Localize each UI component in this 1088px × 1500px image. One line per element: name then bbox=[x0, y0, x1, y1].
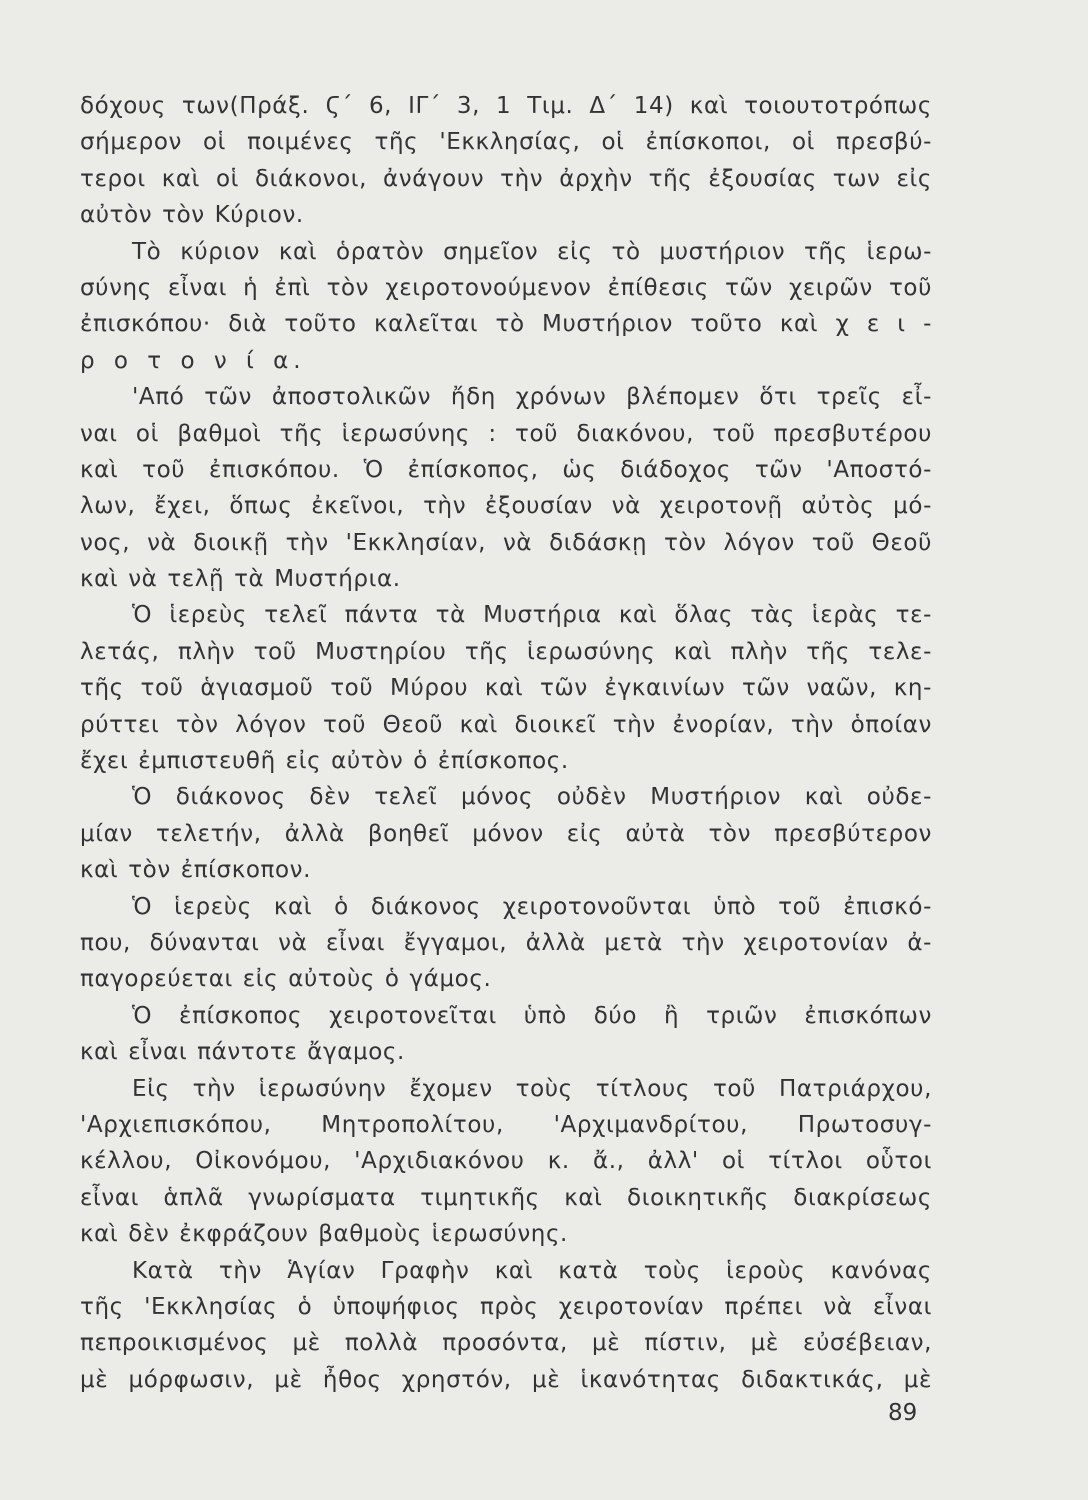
text-line: ἔχει ἐμπιστευθῆ εἰς αὐτὸν ὁ ἐπίσκοπος. bbox=[80, 748, 569, 775]
text-line: μίαν τελετήν, ἀλλὰ βοηθεῖ μόνον εἰς αὐτὰ τὸν πρεσβύτερον bbox=[80, 820, 932, 847]
text-line: Κατὰ τὴν Ἁγίαν Γραφὴν καὶ κατὰ τοὺς ἱεροὺς κανόνας bbox=[132, 1257, 932, 1284]
text-line: αὐτὸν τὸν Κύριον. bbox=[80, 202, 304, 229]
text-line: ρ ο τ ο ν ί α. bbox=[80, 347, 306, 374]
text-line: Ὁ ἱερεὺς καὶ ὁ διάκονος χειροτονοῦνται ὑπὸ τοῦ ἐπισκό- bbox=[132, 893, 932, 920]
text-line: Ὁ διάκονος δὲν τελεῖ μόνος οὐδὲν Μυστήριον καὶ οὐδε- bbox=[132, 784, 932, 811]
text-line: καὶ δὲν ἐκφράζουν βαθμοὺς ἱερωσύνης. bbox=[80, 1221, 568, 1248]
text-line: καὶ τὸν ἐπίσκοπον. bbox=[80, 857, 312, 884]
text-line: Ὁ ἐπίσκοπος χειροτονεῖται ὑπὸ δύο ἢ τριῶν ἐπισκόπων bbox=[132, 1002, 932, 1029]
text-line: σύνης εἶναι ἡ ἐπὶ τὸν χειροτονούμενον ἐπίθεσις τῶν χειρῶν τοῦ bbox=[80, 274, 932, 301]
text-line: Ὁ ἱερεὺς τελεῖ πάντα τὰ Μυστήρια καὶ ὅλας τὰς ἱερὰς τε- bbox=[132, 602, 932, 629]
body-text bbox=[80, 88, 932, 1398]
text-line: τεροι καὶ οἱ διάκονοι, ἀνάγουν τὴν ἀρχὴν τῆς ἐξουσίας των εἰς bbox=[80, 165, 932, 192]
text-line: εἶναι ἁπλᾶ γνωρίσματα τιμητικῆς καὶ διοικητικῆς διακρίσεως bbox=[80, 1184, 932, 1211]
text-line: 'Αρχιεπισκόπου, Μητροπολίτου, 'Αρχιμανδρίτου, Πρωτοσυγ- bbox=[80, 1111, 932, 1138]
text-line: παγορεύεται εἰς αὐτοὺς ὁ γάμος. bbox=[80, 966, 492, 993]
text-line: σήμερον οἱ ποιμένες τῆς 'Εκκλησίας, οἱ ἐπίσκοποι, οἱ πρεσβύ- bbox=[80, 129, 932, 156]
text-line: μὲ μόρφωσιν, μὲ ἦθος χρηστόν, μὲ ἱκανότητας διδακτικάς, μὲ bbox=[80, 1366, 932, 1393]
text-line: τῆς 'Εκκλησίας ὁ ὑποψήφιος πρὸς χειροτονίαν πρέπει νὰ εἶναι bbox=[80, 1293, 932, 1320]
text-line: Εἰς τὴν ἱερωσύνην ἔχομεν τοὺς τίτλους τοῦ Πατριάρχου, bbox=[132, 1075, 932, 1102]
text-line: ρύττει τὸν λόγον τοῦ Θεοῦ καὶ διοικεῖ τὴν ἐνορίαν, τὴν ὁποίαν bbox=[80, 711, 932, 738]
text-line: τῆς τοῦ ἁγιασμοῦ τοῦ Μύρου καὶ τῶν ἐγκαινίων τῶν ναῶν, κη- bbox=[80, 675, 932, 702]
page-number: 89 bbox=[888, 1400, 918, 1426]
text-line: καὶ τοῦ ἐπισκόπου. Ὁ ἐπίσκοπος, ὡς διάδοχος τῶν 'Αποστό- bbox=[80, 456, 932, 483]
text-line: λων, ἔχει, ὅπως ἐκεῖνοι, τὴν ἐξουσίαν νὰ χειροτονῇ αὐτὸς μό- bbox=[80, 493, 932, 520]
text-line: λετάς, πλὴν τοῦ Μυστηρίου τῆς ἱερωσύνης καὶ πλὴν τῆς τελε- bbox=[80, 638, 932, 665]
text-line: καὶ νὰ τελῇ τὰ Μυστήρια. bbox=[80, 566, 401, 593]
text-line: δόχους των(Πράξ. Ϛ΄ 6, ΙΓ΄ 3, 1 Τιμ. Δ΄ 14) καὶ τοιουτοτρόπως bbox=[80, 93, 932, 119]
text-line: ναι οἱ βαθμοὶ τῆς ἱερωσύνης : τοῦ διακόνου, τοῦ πρεσβυτέρου bbox=[80, 420, 932, 447]
text-line: 'Από τῶν ἀποστολικῶν ἤδη χρόνων βλέπομεν ὅτι τρεῖς εἶ- bbox=[132, 384, 932, 411]
text-line: κέλλου, Οἰκονόμου, 'Αρχιδιακόνου κ. ἄ., ἀλλ' οἱ τίτλοι οὗτοι bbox=[80, 1148, 932, 1175]
text-line: νος, νὰ διοικῇ τὴν 'Εκκλησίαν, νὰ διδάσκῃ τὸν λόγον τοῦ Θεοῦ bbox=[80, 529, 932, 556]
text-line: καὶ εἶναι πάντοτε ἄγαμος. bbox=[80, 1039, 405, 1066]
text-line: Τὸ κύριον καὶ ὁρατὸν σημεῖον εἰς τὸ μυστήριον τῆς ἱερω- bbox=[132, 238, 932, 265]
text-line: που, δύνανται νὰ εἶναι ἔγγαμοι, ἀλλὰ μετὰ τὴν χειροτονίαν ἀ- bbox=[80, 929, 932, 956]
text-line: πεπροικισμένος μὲ πολλὰ προσόντα, μὲ πίστιν, μὲ εὐσέβειαν, bbox=[80, 1330, 932, 1357]
text-line: ἐπισκόπου· διὰ τοῦτο καλεῖται τὸ Μυστήριον τοῦτο καὶ χ ε ι - bbox=[80, 311, 932, 338]
